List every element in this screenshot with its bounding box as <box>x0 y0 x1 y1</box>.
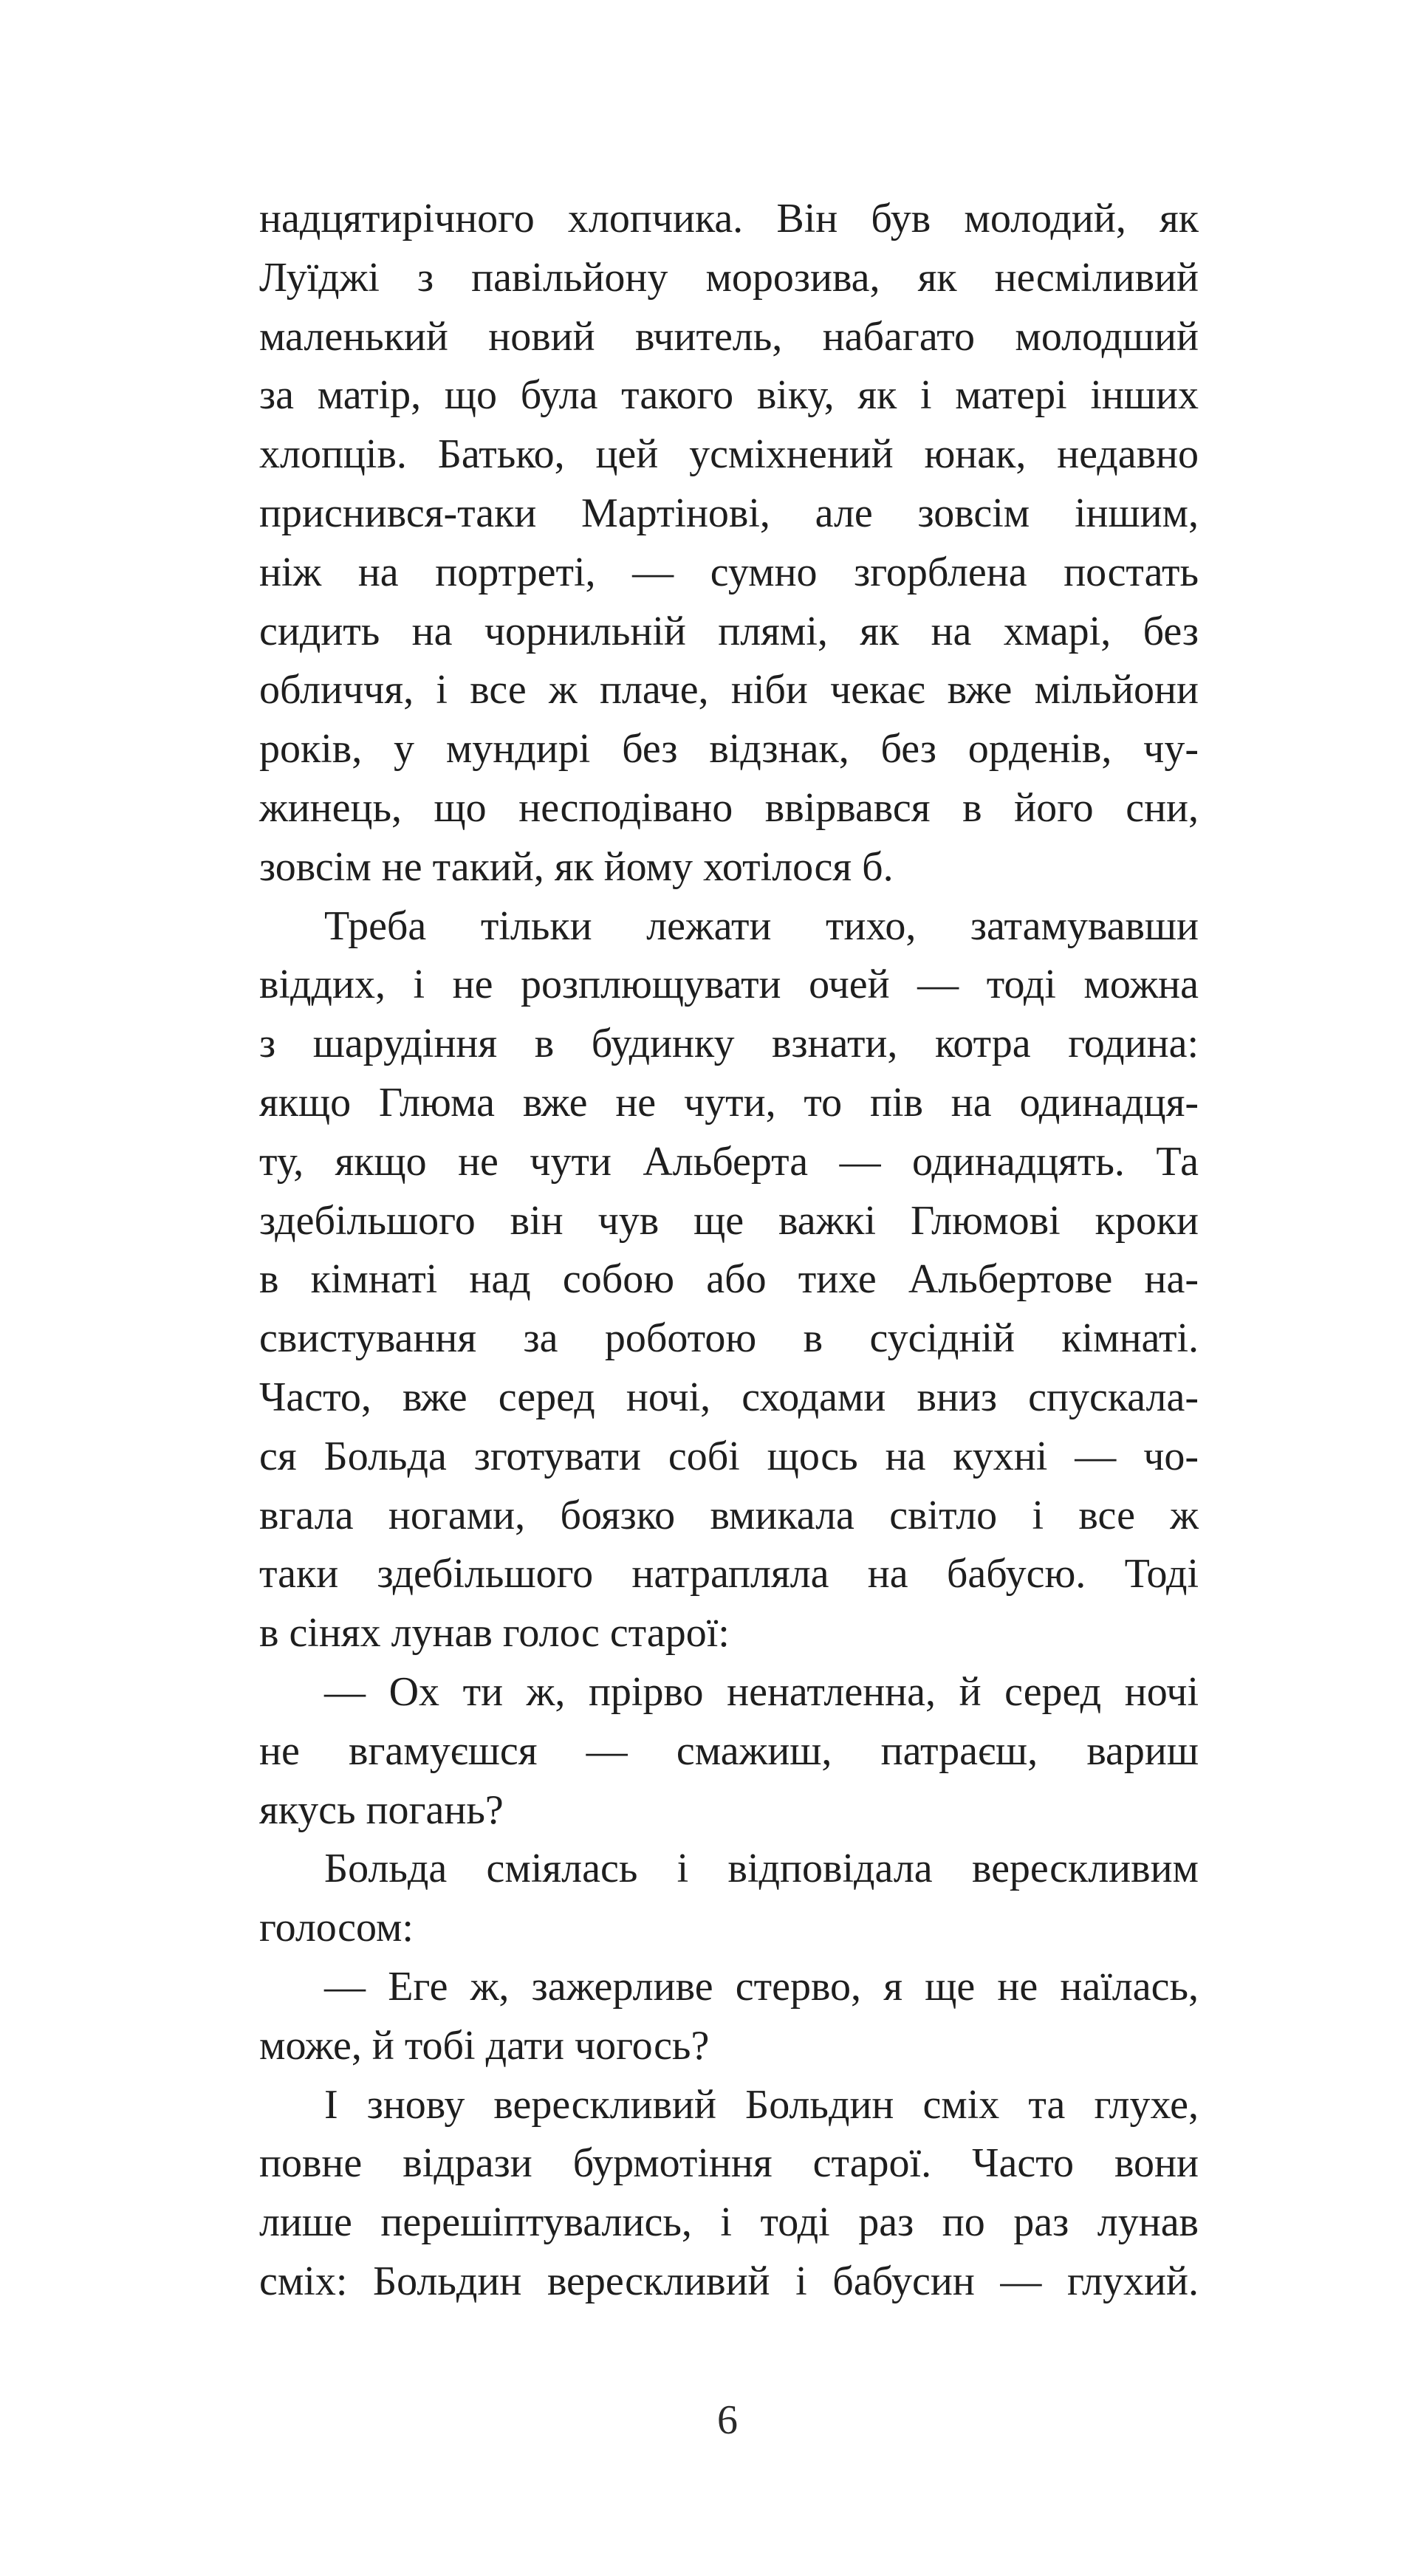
text-line: маленький новий вчитель, набагато молодший <box>259 313 1199 360</box>
text-line: здебільшого він чув ще важкі Глюмові кроки <box>259 1197 1199 1244</box>
text-line: ту, якщо не чути Альберта — одинадцять. Та <box>259 1138 1199 1185</box>
text-line: віддих, і не розплющувати очей — тоді можна <box>259 962 1199 1008</box>
text-line: сміх: Больдин верескливий і бабусин — глухий. <box>259 2258 1199 2304</box>
book-page-text <box>259 190 1199 2312</box>
dialogue-line: — Еге ж, зажерливе стерво, я ще не наїлась, <box>324 1963 1199 2010</box>
text-line: повне відрази бурмотіння старої. Часто вони <box>259 2140 1199 2187</box>
text-line: в сінях лунав голос старої: <box>259 1610 730 1657</box>
text-line: ніж на портреті, — сумно згорблена постать <box>259 549 1199 595</box>
text-line: ся Больда зготувати собі щось на кухні — чо- <box>259 1433 1199 1479</box>
text-line: надцятирічного хлопчика. Він був молодий, як <box>259 196 1199 242</box>
paragraph-first-line: І знову верескливий Больдин сміх та глухе, <box>324 2081 1199 2128</box>
text-line: голосом: <box>259 1905 414 1951</box>
text-line: обличчя, і все ж плаче, ніби чекає вже мільйони <box>259 667 1199 713</box>
text-line: вгала ногами, боязко вмикала світло і все ж <box>259 1492 1199 1538</box>
text-line: лише перешіптувались, і тоді раз по раз лунав <box>259 2199 1199 2246</box>
text-line: Луїджі з павільйону морозива, як несміливий <box>259 254 1199 301</box>
text-line: жинець, що несподівано ввірвався в його сни, <box>259 784 1199 831</box>
text-line: за матір, що була такого віку, як і матері інших <box>259 372 1199 419</box>
text-line: років, у мундирі без відзнак, без орденів, чу- <box>259 726 1199 773</box>
text-line: зовсім не такий, як йому хотілося б. <box>259 843 894 890</box>
text-line: свистування за роботою в сусідній кімнаті. <box>259 1315 1199 1362</box>
text-line: якусь погань? <box>259 1787 504 1833</box>
text-line: Часто, вже серед ночі, сходами вниз спускала- <box>259 1374 1199 1420</box>
text-line: хлопців. Батько, цей усміхнений юнак, недавно <box>259 431 1199 478</box>
text-line: не вгамуєшся — смажиш, патраєш, вариш <box>259 1727 1199 1774</box>
dialogue-line: — Ох ти ж, прірво ненатленна, й серед ночі <box>324 1668 1199 1715</box>
text-line: приснився-таки Мартінові, але зовсім іншим, <box>259 490 1199 536</box>
paragraph-first-line: Больда сміялась і відповідала верескливим <box>324 1846 1199 1892</box>
paragraph-first-line: Треба тільки лежати тихо, затамувавши <box>324 902 1199 949</box>
text-line: сидить на чорнильній плямі, як на хмарі, без <box>259 608 1199 654</box>
text-line: таки здебільшого натрапляла на бабусю. Тоді <box>259 1551 1199 1597</box>
text-line: в кімнаті над собою або тихе Альбертове на- <box>259 1256 1199 1303</box>
page-number: 6 <box>717 2397 738 2443</box>
text-line: може, й тобі дати чогось? <box>259 2022 710 2069</box>
text-line: з шарудіння в будинку взнати, котра година: <box>259 1021 1199 1067</box>
text-line: якщо Глюма вже не чути, то пів на одинадця- <box>259 1079 1199 1126</box>
